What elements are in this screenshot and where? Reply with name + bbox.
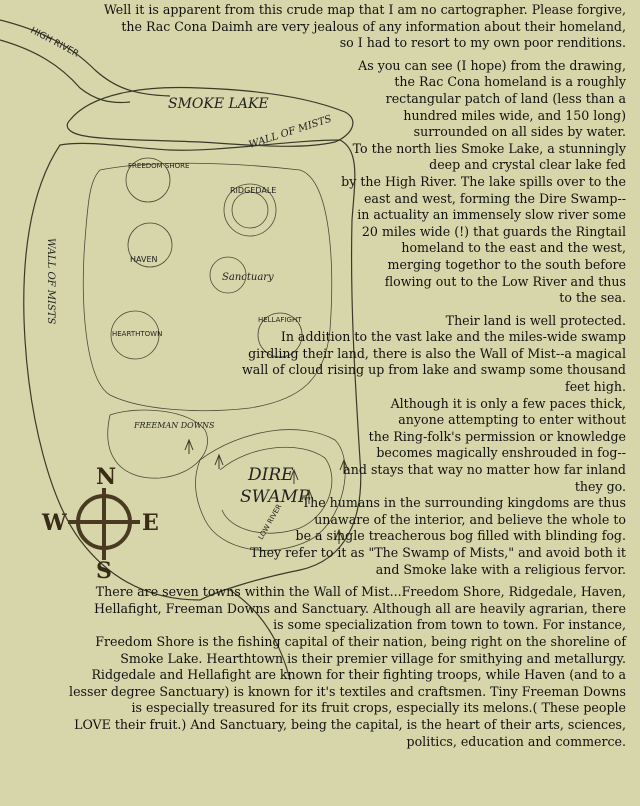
text-line: There are seven towns within the Wall of Mist...Freedom Shore, Ridgedale, Haven, [95,584,626,600]
text-line: Their land is well protected. [445,312,626,328]
compass-west: W [42,510,67,536]
dire-label: DIRE [248,465,294,485]
text-line: becomes magically enshrouded in fog-- [376,445,626,461]
text-line: east and west, forming the Dire Swamp-- [363,190,626,206]
high-river-label: HIGH RIVER [28,25,81,60]
text-line: Hellafight, Freeman Downs and Sanctuary. Although all are heavily agrarian, there [94,600,626,616]
ridgedale-label: RIDGEDALE [230,186,277,195]
compass-rose [41,464,159,584]
text-line: in actuality an immensely slow river some [357,207,626,223]
text-line: the Ring-folk's permission or knowledge [368,428,626,444]
text-line: Freedom Shore is the fishing capital of their nation, being right on the shoreline of [95,633,626,649]
text-line: wall of cloud rising up from lake and swamp some thousand [241,362,626,378]
swamp-label: SWAMP [240,487,310,507]
text-line: and Smoke lake with a religious fervor. [375,561,626,577]
wall-of-mists-outline [24,140,361,600]
text-line: surrounded on all sides by water. [413,124,626,140]
text-line: LOVE their fruit.) And Sanctuary, being the capital, is the heart of their arts, sciences, [74,716,626,732]
hearthtown-label: HEARTHTOWN [112,330,163,338]
text-line: To the north lies Smoke Lake, a stunningly [352,140,626,156]
text-line: to the sea. [559,290,626,306]
text-line: The humans in the surrounding kingdoms are thus [301,495,626,511]
text-line: the Rac Cona Daimh are very jealous of any information about their homeland, [121,18,626,34]
text-line: so I had to resort to my own poor renditions. [339,35,626,51]
text-line: deep and crystal clear lake fed [429,157,626,173]
text-line: 20 miles wide (!) that guards the Ringtail [361,223,626,239]
text-line: rectangular patch of land (less than a [385,90,626,106]
compass-north: N [96,464,117,490]
hellafight-label: HELLAFIGHT [258,316,302,324]
text-line: Well it is apparent from this crude map that I am no cartographer. Please forgive, [103,2,626,17]
text-line: homeland to the east and the west, [401,240,626,256]
text-line: hundred miles wide, and 150 long) [403,107,626,123]
text-line: unaware of the interior, and believe the whole to [314,511,626,527]
compass-east: E [142,510,159,536]
text-line: and stays that way no matter how far inland [343,462,626,478]
text-line: is especially treasured for its fruit crops, especially its melons.( These people [131,700,626,716]
inner-road [83,163,331,410]
wall-of-mists-left-label: WALL OF MISTS [45,238,56,325]
low-river-bank [230,590,290,680]
text-line: flowing out to the Low River and thus [384,273,626,289]
text-line: anyone attempting to enter without [398,412,626,428]
text-line: As you can see (I hope) from the drawing, [358,57,626,73]
text-line: They refer to it as "The Swamp of Mists," and avoid both it [250,545,626,560]
freeman-downs-label-1: FREEMAN DOWNS [134,421,215,430]
text-line: lesser degree Sanctuary) is known for it's textiles and craftsmen. Tiny Freeman Downs [69,683,626,699]
text-line: by the High River. The lake spills over to the [341,173,626,189]
text-line: In addition to the vast lake and the miles-wide swamp [280,329,626,345]
text-line: Although it is only a few paces thick, [390,395,626,411]
text-line: be a single treacherous bog filled with blinding fog. [295,528,626,544]
low-river-label: LOW RIVER [256,502,284,541]
freedom-shore-label: FREEDOM SHORE [128,162,190,170]
text-line: politics, education and commerce. [406,733,626,749]
ridgedale-town-ring [232,192,268,228]
sanctuary-label: Sanctuary [222,272,274,283]
text-line: feet high. [565,379,626,395]
text-line: is some specialization from town to town. For instance, [273,617,626,633]
high-river-bank-upper [0,20,170,96]
text-line: girdling their land, there is also the Wall of Mist--a magical [248,345,626,361]
wall-of-mists-top-label: WALL OF MISTS [247,113,334,151]
text-line: Smoke Lake. Hearthtown is their premier village for smithying and metallurgy. [120,650,626,666]
text-line: Ridgedale and Hellafight are known for their fighting troops, while Haven (and to a [91,667,626,683]
text-line: merging togethor to the south before [387,256,626,272]
haven-label: HAVEN [130,255,158,264]
compass-south: S [96,558,112,584]
text-line: the Rac Cona homeland is a roughly [394,74,626,90]
text-line: they go. [574,478,626,494]
smoke-lake-label: SMOKE LAKE [168,96,269,112]
